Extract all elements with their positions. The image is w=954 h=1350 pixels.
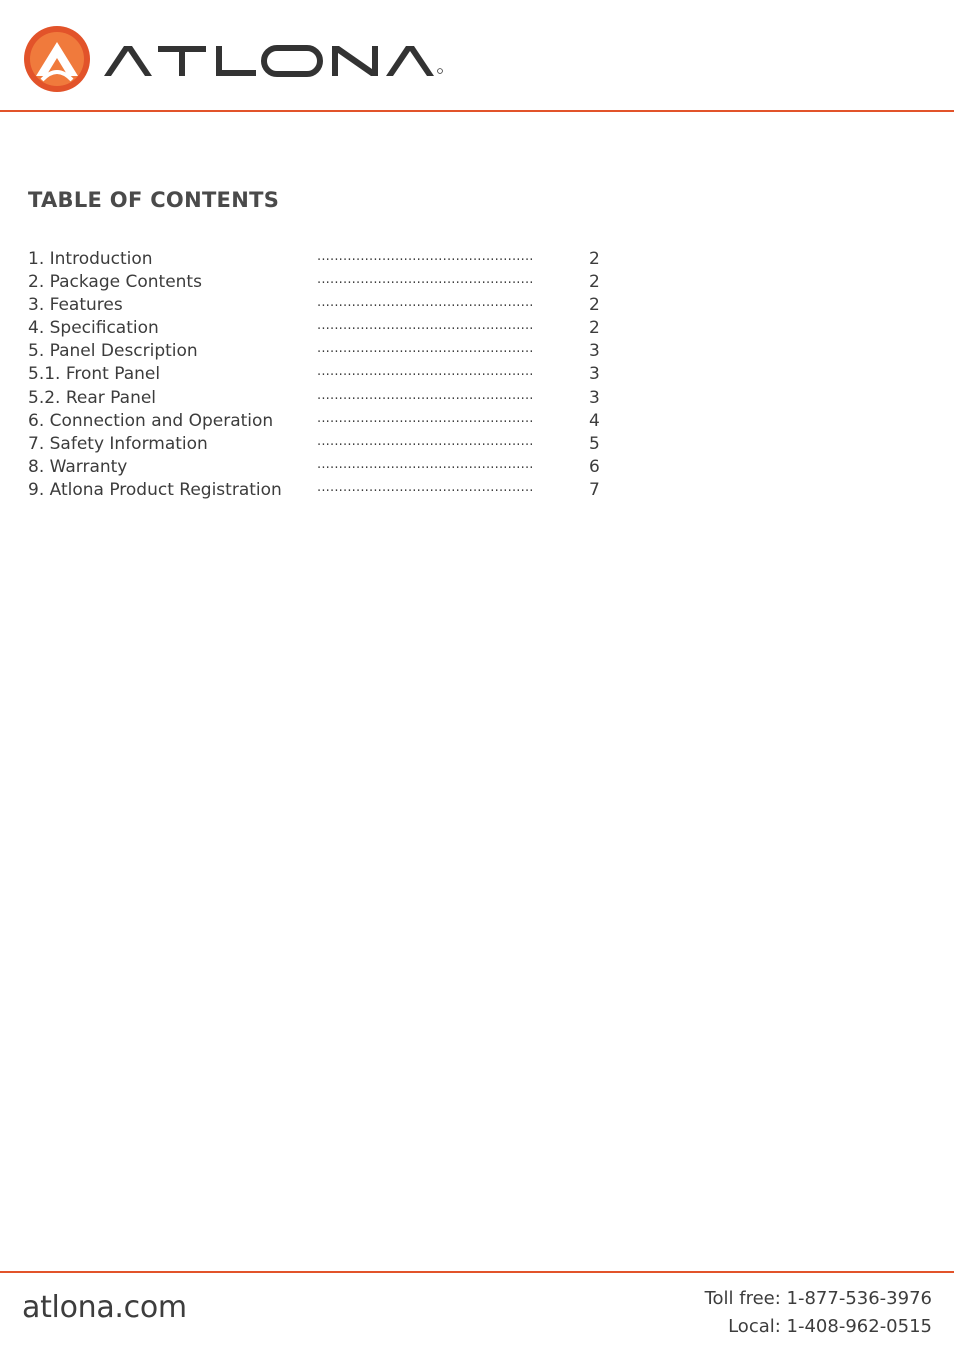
toc-entry-leader: .................................................. <box>317 387 534 403</box>
toc-entry-page: 2 <box>589 249 600 269</box>
toc-entry-page: 4 <box>589 410 600 431</box>
toc-entry-page: 3 <box>589 387 600 408</box>
toc-entry-page: 5 <box>589 433 600 454</box>
toc-entry-page: 2 <box>589 272 600 293</box>
toc-entry-leader: .................................................. <box>317 456 534 472</box>
toc-entry-leader: .................................................. <box>317 433 534 449</box>
atlona-wordmark <box>104 44 444 78</box>
toc-entry-label: 5.1. Front Panel <box>28 364 161 385</box>
toc-entry-label: 9. Atlona Product Registration <box>28 479 282 500</box>
toc-entry-label: 7. Safety Information <box>28 433 208 454</box>
toc-entry-page: 2 <box>589 318 600 339</box>
toc-entry-leader: .................................................. <box>317 295 534 311</box>
toc-entry-label: 2. Package Contents <box>28 272 202 293</box>
toc-entry-label: 5. Panel Description <box>28 341 198 362</box>
toc-entry-page: 6 <box>589 456 600 477</box>
toc-entry-leader: .................................................. <box>317 341 534 357</box>
local-number: Local: 1-408-962-0515 <box>728 1316 932 1337</box>
toc-entry-leader: .................................................. <box>317 364 534 380</box>
toc-entry-page: 2 <box>589 295 600 316</box>
toc-entry-leader: .................................................. <box>317 249 534 264</box>
toll-free-number: Toll free: 1-877-536-3976 <box>704 1288 932 1309</box>
toc-entry-leader: .................................................. <box>317 410 534 426</box>
page-header <box>0 0 954 112</box>
toc-entry-leader: .................................................. <box>317 318 534 334</box>
toc-entry-label: 6. Connection and Operation <box>28 410 274 431</box>
atlona-logo-icon <box>22 24 92 94</box>
toc-entry-leader: .................................................. <box>317 272 534 288</box>
footer-website-link[interactable]: atlona.com <box>22 1290 187 1325</box>
toc-entry-leader: .................................................. <box>317 479 534 495</box>
toc-entry-label: 3. Features <box>28 295 123 316</box>
toc-entry-label: 4. Specification <box>28 318 159 339</box>
toc-entry-page: 3 <box>589 364 600 385</box>
toc-list <box>28 248 608 502</box>
toc-entry-label: 8. Warranty <box>28 456 128 477</box>
toc-entry-page: 7 <box>589 479 600 500</box>
toc-entry-label: 1. Introduction <box>28 249 153 269</box>
header-divider <box>0 110 954 112</box>
toc-title: TABLE OF CONTENTS <box>28 188 280 212</box>
footer-divider <box>0 1271 954 1273</box>
toc-entry-label: 5.2. Rear Panel <box>28 387 157 408</box>
toc-entry[interactable] <box>28 479 608 502</box>
footer-contact <box>705 1285 932 1341</box>
toc-entry-page: 3 <box>589 341 600 362</box>
